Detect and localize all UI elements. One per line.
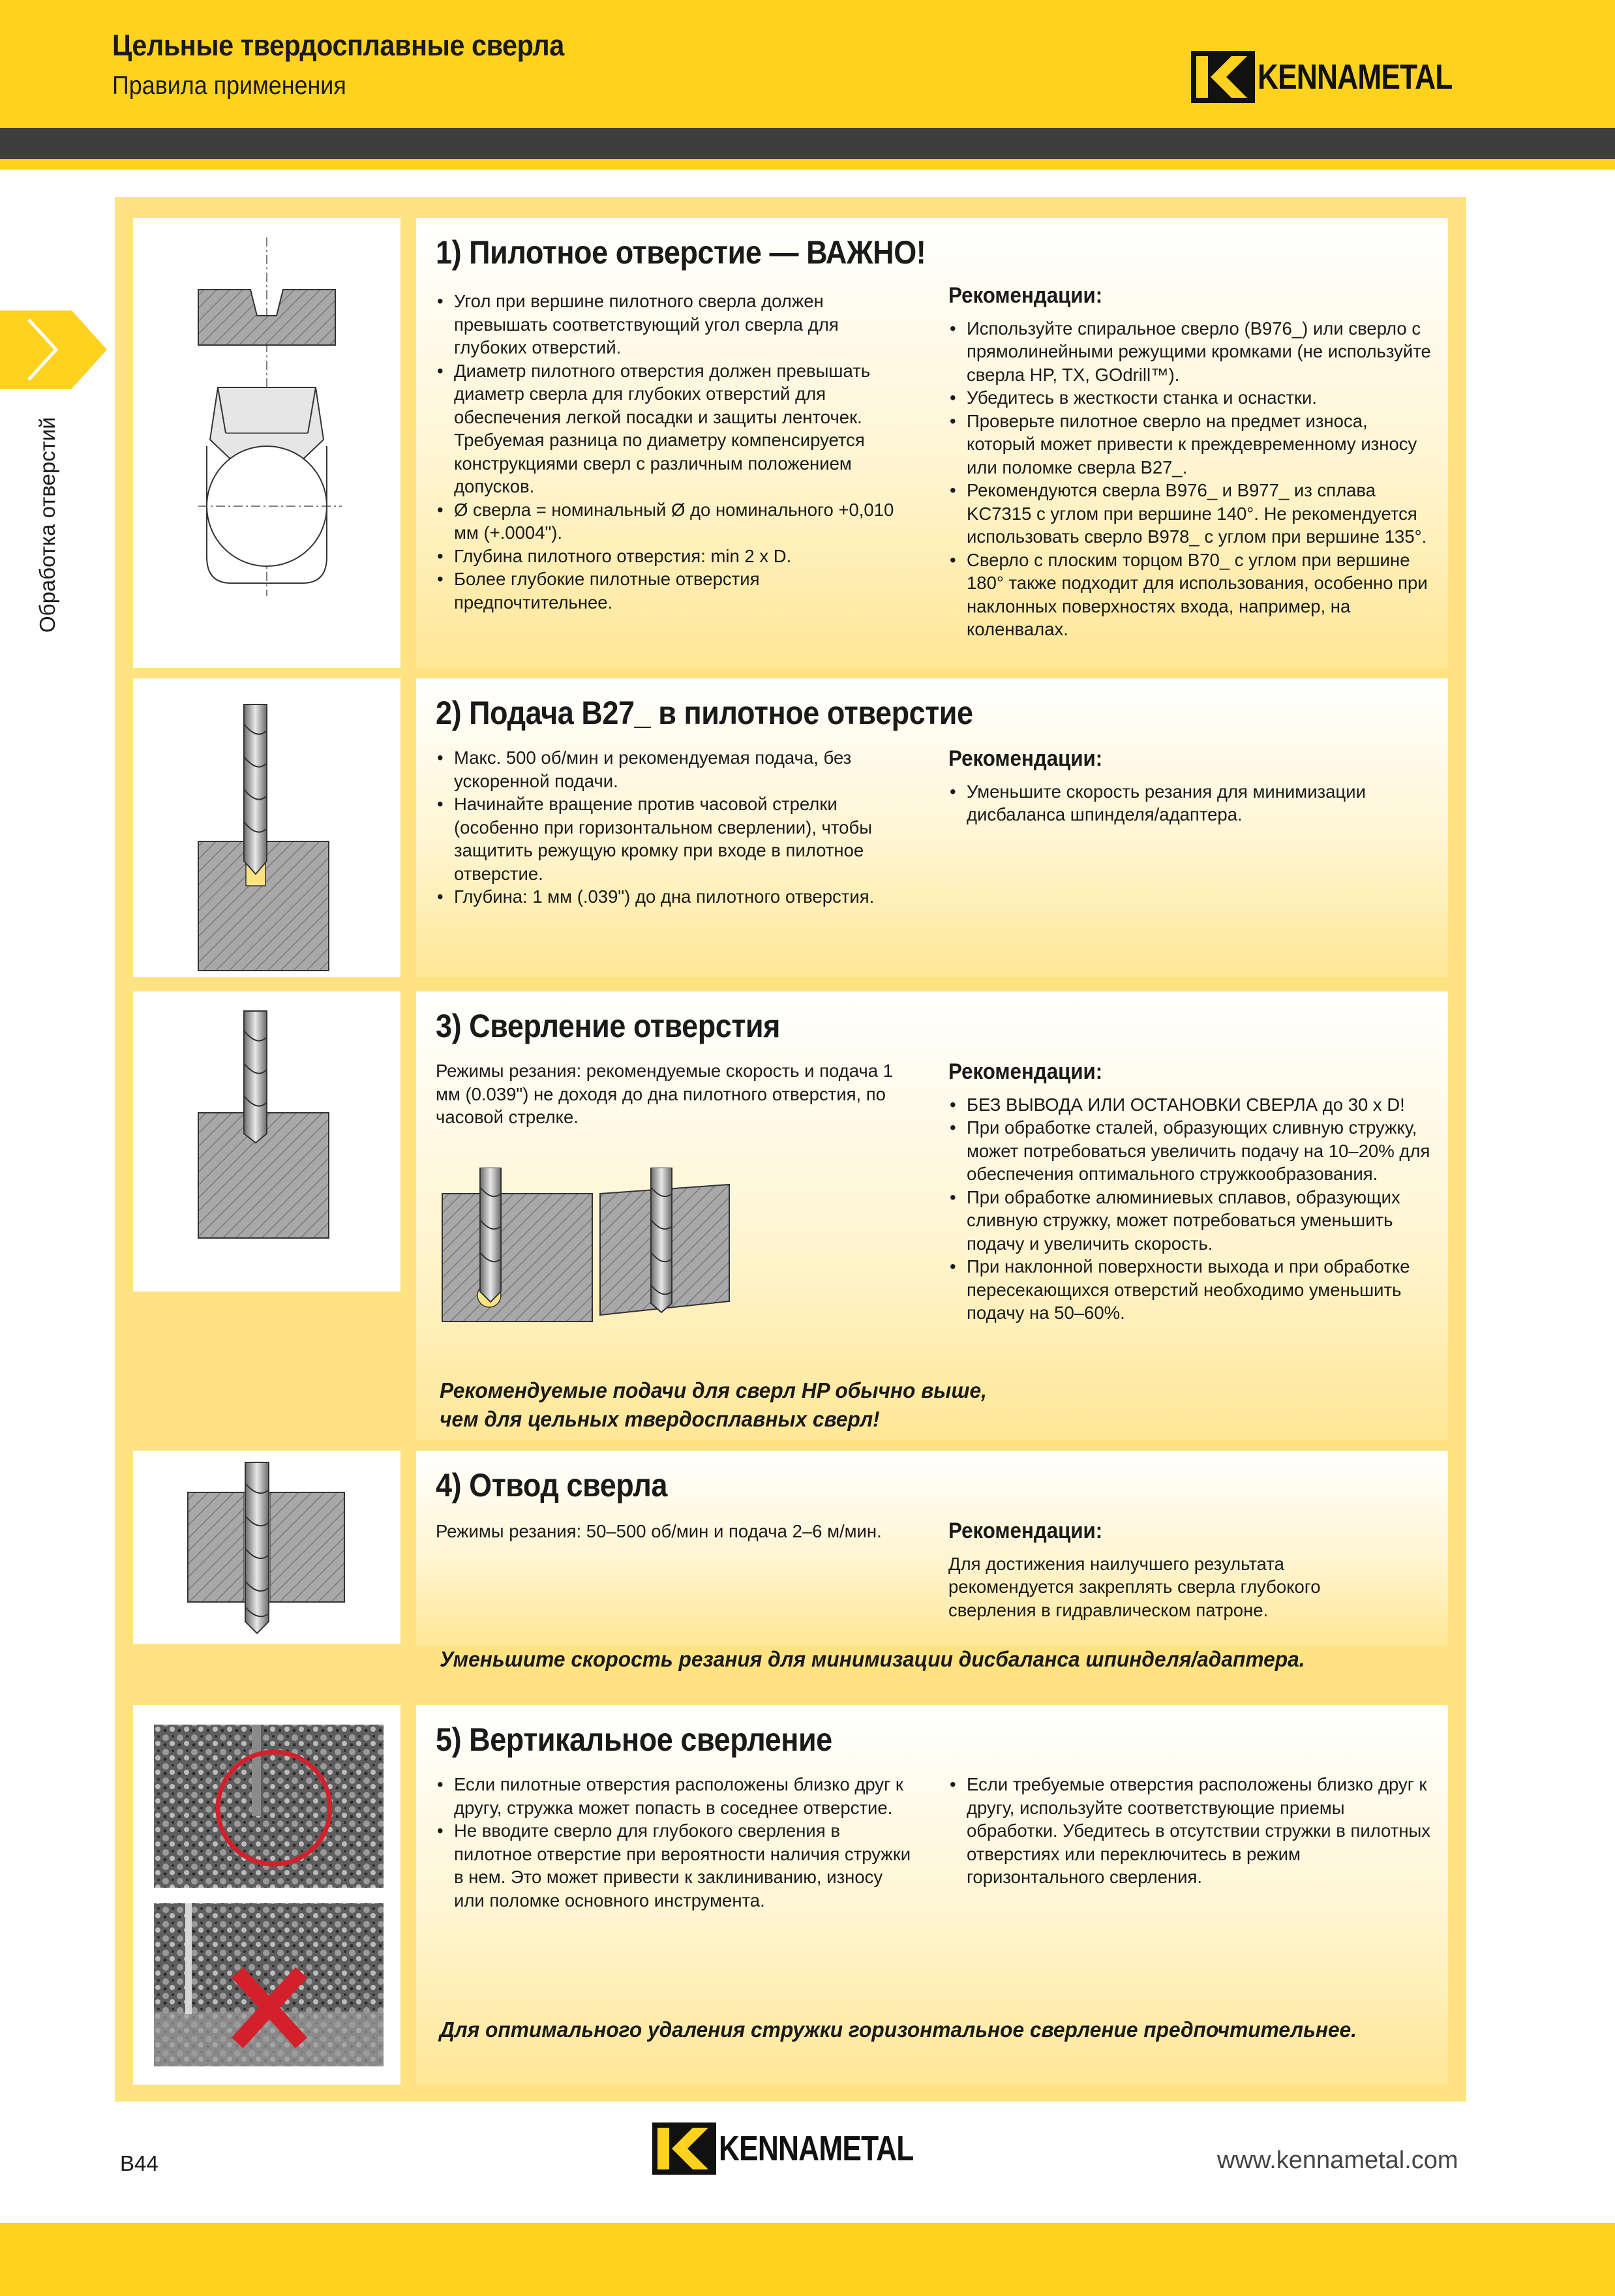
chip-photos xyxy=(133,1705,400,2085)
header-dark-band xyxy=(0,128,1615,159)
section-4-cutting-modes: Режимы резания: 50–500 об/мин и подача 2–6 м/мин. xyxy=(436,1521,882,1541)
recommendation-text: Для достижения наилучшего результата рекомендуется закреплять сверла глубокого сверления в гидравлическом патроне. xyxy=(948,1553,1321,1620)
recommendations-heading: Рекомендации: xyxy=(948,1518,1103,1543)
side-tab-label: Обработка отверстий xyxy=(35,417,59,633)
list-item: • Глубина пилотного отверстия: min 2 x D. xyxy=(436,545,912,568)
side-tab xyxy=(35,417,61,639)
list-item: • При обработке алюминиевых сплавов, образующих сливную стружку, может потребоваться уменьшить подачу и увеличить скорость. xyxy=(948,1186,1438,1256)
section-5-illustration xyxy=(133,1705,400,2085)
header-yellow-band xyxy=(0,159,1615,170)
list-item: • Угол при вершине пилотного сверла должен превышать соответствующий угол сверла для глубоких отверстий. xyxy=(436,290,912,359)
list-item: • Проверьте пилотное сверло на предмет износа, который может привести к преждевременному износу или поломке сверла B27_. xyxy=(948,410,1438,479)
recommendations-heading: Рекомендации: xyxy=(948,1059,1103,1084)
header-logo xyxy=(1191,51,1495,103)
list-item: • Используйте спиральное сверло (B976_) или сверло с прямолинейными режущими кромками (не используйте сверла HP, TX, GOdrill™). xyxy=(948,317,1438,387)
page-subtitle: Правила применения xyxy=(112,72,346,100)
section-4-illustration xyxy=(133,1451,400,1644)
list-item: • Если требуемые отверстия расположены близко друг к другу, используйте соответствующие приемы обработки. Убедитесь в отсутствии стружки в пилотных отверстиях или переключитесь в режим горизонтального сверления. xyxy=(948,1773,1431,1889)
list-item: • Макс. 500 об/мин и рекомендуемая подача, без ускоренной подачи. xyxy=(436,746,918,793)
list-item: • Более глубокие пилотные отверстия предпочтительнее. xyxy=(436,567,912,614)
section-4-title: 4) Отвод сверла xyxy=(436,1467,667,1503)
photo-chips-in-hole xyxy=(154,1725,384,1888)
section-5-note: Для оптимального удаления стружки горизонтальное сверление предпочтительнее. xyxy=(440,2017,1357,2042)
list-item: • Уменьшите скорость резания для минимизации дисбаланса шпинделя/адаптера. xyxy=(948,780,1431,826)
section-5-title: 5) Вертикальное сверление xyxy=(436,1721,832,1758)
page-number: B44 xyxy=(120,2151,158,2175)
chevron-right-icon xyxy=(0,310,107,389)
page-title: Цельные твердосплавные сверла xyxy=(112,29,564,62)
brand-name: KENNAMETAL xyxy=(1258,57,1453,97)
pilot-hole-diagram xyxy=(133,218,400,668)
recommendations-heading: Рекомендации: xyxy=(948,283,1103,308)
list-item: • Диаметр пилотного отверстия должен превышать диаметр сверла для глубоких отверстий для обеспечения легкой посадки и защиты ленточек. Требуемая разница по диаметру компенсируется конструкциями сверл с различным положением допусков. xyxy=(436,359,912,498)
section-1-recommendations xyxy=(948,284,1438,641)
drill-exit-diagram xyxy=(423,1168,788,1331)
list-item: • При обработке сталей, образующих сливную стружку, может потребоваться увеличить подачу на 10–20% для обеспечения оптимального стружкообразования. xyxy=(948,1116,1438,1186)
list-item: • Не вводите сверло для глубокого сверления в пилотное отверстие при вероятности наличия стружки в нем. Это может привести к заклиниванию, износу или поломке основного инструмента. xyxy=(436,1819,912,1912)
section-5-right-column xyxy=(948,1773,1431,1889)
kennametal-logo-mark-icon xyxy=(652,2122,716,2175)
drill-retraction-diagram xyxy=(133,1451,400,1644)
section-2-left-column xyxy=(436,746,918,909)
list-item: • БЕЗ ВЫВОДА ИЛИ ОСТАНОВКИ СВЕРЛА до 30 x D! xyxy=(948,1093,1438,1117)
footer-website-link[interactable]: www.kennametal.com xyxy=(1217,2147,1458,2174)
recommendations-heading: Рекомендации: xyxy=(948,746,1103,771)
footer-logo xyxy=(652,2122,956,2175)
footer-yellow-band xyxy=(0,2223,1615,2296)
kennametal-logo-mark-icon xyxy=(1191,51,1255,103)
section-4-note: Уменьшите скорость резания для минимизации дисбаланса шпинделя/адаптера. xyxy=(440,1647,1305,1671)
section-3-cutting-modes: Режимы резания: рекомендуемые скорость и подача 1 мм (0.039") не доходя до дна пилотного отверстия, по часовой стрелке. xyxy=(436,1061,893,1127)
brand-name: KENNAMETAL xyxy=(719,2129,914,2168)
section-2-recommendations xyxy=(948,748,1431,826)
section-3-title: 3) Сверление отверстия xyxy=(436,1008,780,1044)
section-4 xyxy=(416,1451,1448,1646)
drill-entry-diagram xyxy=(133,678,400,977)
section-5-left-column xyxy=(436,1773,912,1912)
list-item: • Начинайте вращение против часовой стрелки (особенно при горизонтальном сверлении), чтобы защитить режущую кромку при входе в пилотное отверстие. xyxy=(436,793,918,885)
section-2-title: 2) Подача B27_ в пилотное отверстие xyxy=(436,695,973,731)
photo-chips-blocked xyxy=(154,1903,384,2066)
section-3-note-line-1: Рекомендуемые подачи для сверл HP обычно выше, xyxy=(440,1378,987,1402)
list-item: • Сверло с плоским торцом B70_ с углом при вершине 180° также подходит для использования, особенно при наклонных поверхностях входа, например, на коленвалах. xyxy=(948,549,1438,641)
section-1-title: 1) Пилотное отверстие — ВАЖНО! xyxy=(436,234,926,271)
page-header xyxy=(0,0,1615,128)
list-item: • При наклонной поверхности выхода и при обработке пересекающихся отверстий необходимо уменьшить подачу на 50–60%. xyxy=(948,1255,1438,1325)
section-1-illustration xyxy=(133,218,400,668)
section-2 xyxy=(416,678,1448,977)
list-item: • Ø сверла = номинальный Ø до номинального +0,010 мм (+.0004"). xyxy=(436,498,912,545)
section-2-illustration xyxy=(133,678,400,977)
list-item: • Глубина: 1 мм (.039") до дна пилотного отверстия. xyxy=(436,885,918,909)
section-3-recommendations xyxy=(948,1061,1438,1325)
content-panel xyxy=(115,197,1466,2102)
section-3-illustration xyxy=(133,991,400,1292)
section-3-note-line-2: чем для цельных твердосплавных сверл! xyxy=(440,1407,880,1431)
list-item: • Рекомендуются сверла B976_ и B977_ из сплава KC7315 с углом при вершине 140°. Не рекомендуется использовать сверло B978_ с углом при вершине 135°. xyxy=(948,479,1438,549)
list-item: • Убедитесь в жесткости станка и оснастки. xyxy=(948,386,1438,410)
section-5 xyxy=(416,1705,1448,2085)
drilling-diagram xyxy=(133,991,400,1292)
list-item: • Если пилотные отверстия расположены близко друг к другу, стружка может попасть в соседнее отверстие. xyxy=(436,1773,912,1819)
section-1-left-column xyxy=(436,290,912,614)
section-1 xyxy=(416,218,1448,668)
section-4-recommendations xyxy=(948,1520,1405,1622)
section-3 xyxy=(416,991,1448,1440)
